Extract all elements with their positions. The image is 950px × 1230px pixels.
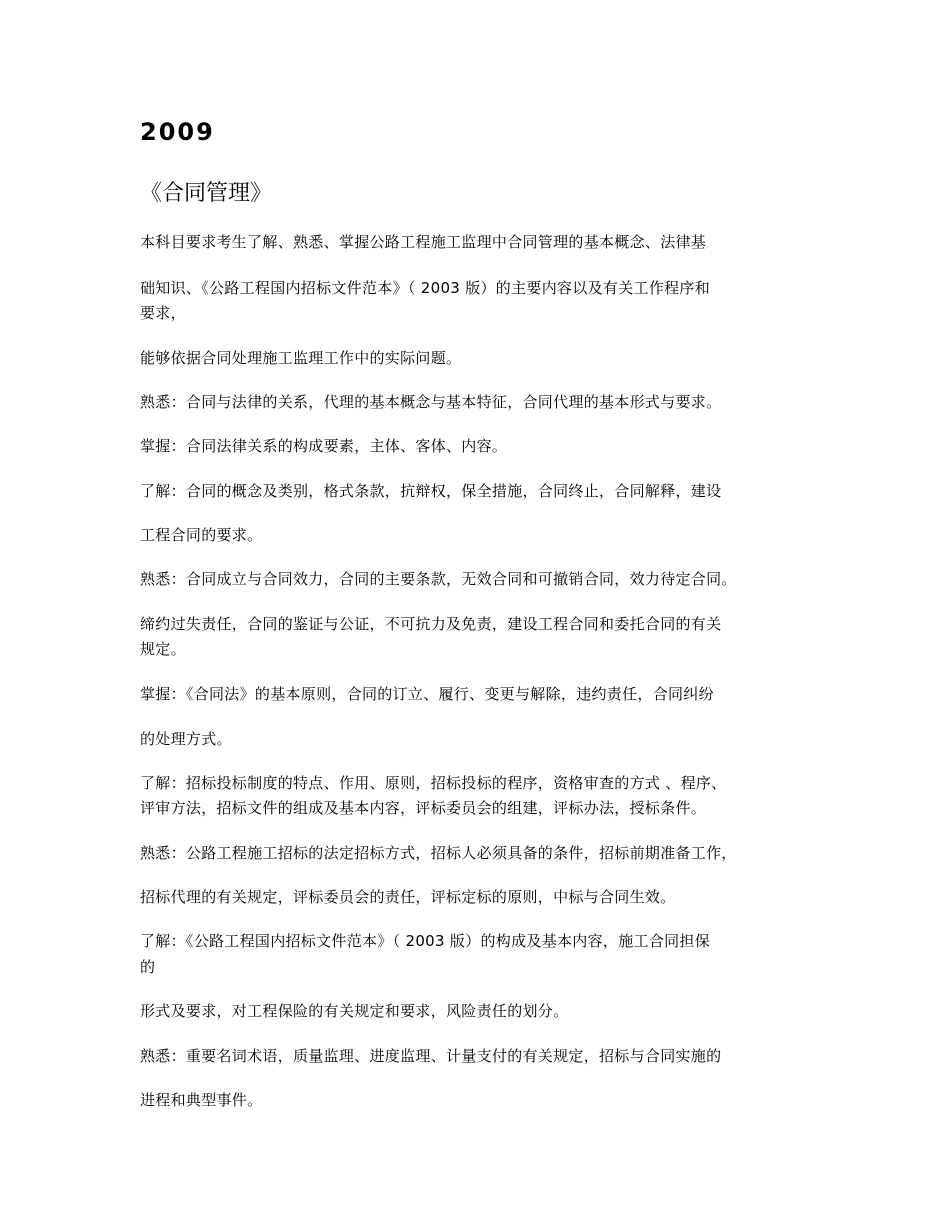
text-line: 了解：《公路工程国内招标文件范本》（ 2003 版）的构成及基本内容，施工合同担保: [140, 932, 711, 950]
text-line: 的: [140, 958, 156, 976]
text-line: 熟悉：重要名词术语，质量监理、进度监理、计量支付的有关规定，招标与合同实施的: [140, 1047, 722, 1065]
text-line: 掌握：《合同法》的基本原则，合同的订立、履行、变更与解除，违约责任，合同纠纷: [140, 685, 714, 703]
text-line: 要求，: [140, 304, 186, 322]
text-line: 进程和典型事件。: [140, 1091, 263, 1109]
text-line: 熟悉：合同成立与合同效力，合同的主要条款，无效合同和可撤销合同，效力待定合同。: [140, 570, 737, 588]
text-line: 工程合同的要求。: [140, 526, 263, 544]
text-line: 了解：合同的概念及类别，格式条款，抗辩权，保全措施，合同终止，合同解释，建设: [140, 482, 722, 500]
text-line: 形式及要求，对工程保险的有关规定和要求，风险责任的划分。: [140, 1002, 569, 1020]
text-line: 规定。: [140, 640, 186, 658]
text-line: 招标代理的有关规定，评标委员会的责任，评标定标的原则，中标与合同生效。: [140, 888, 676, 906]
text-line: 熟悉：合同与法律的关系，代理的基本概念与基本特征，合同代理的基本形式与要求。: [140, 393, 722, 411]
document-year: 2009: [140, 118, 215, 146]
text-line: 本科目要求考生了解、熟悉、掌握公路工程施工监理中合同管理的基本概念、法律基: [140, 233, 707, 251]
document-title: 《合同管理》: [140, 181, 273, 206]
text-line: 熟悉：公路工程施工招标的法定招标方式，招标人必须具备的条件，招标前期准备工作，: [140, 844, 737, 862]
text-line: 评审方法，招标文件的组成及基本内容，评标委员会的组建，评标办法，授标条件。: [140, 799, 707, 817]
text-line: 能够依据合同处理施工监理工作中的实际问题。: [140, 349, 462, 367]
text-line: 掌握：合同法律关系的构成要素，主体、客体、内容。: [140, 437, 508, 455]
text-line: 缔约过失责任，合同的鉴证与公证，不可抗力及免责，建设工程合同和委托合同的有关: [140, 615, 722, 633]
text-line: 的处理方式。: [140, 730, 232, 748]
text-line: 础知识、《公路工程国内招标文件范本》（ 2003 版）的主要内容以及有关工作程序和: [140, 279, 711, 297]
text-line: 了解：招标投标制度的特点、作用、原则，招标投标的程序，资格审查的方式 、程序、: [140, 774, 727, 792]
